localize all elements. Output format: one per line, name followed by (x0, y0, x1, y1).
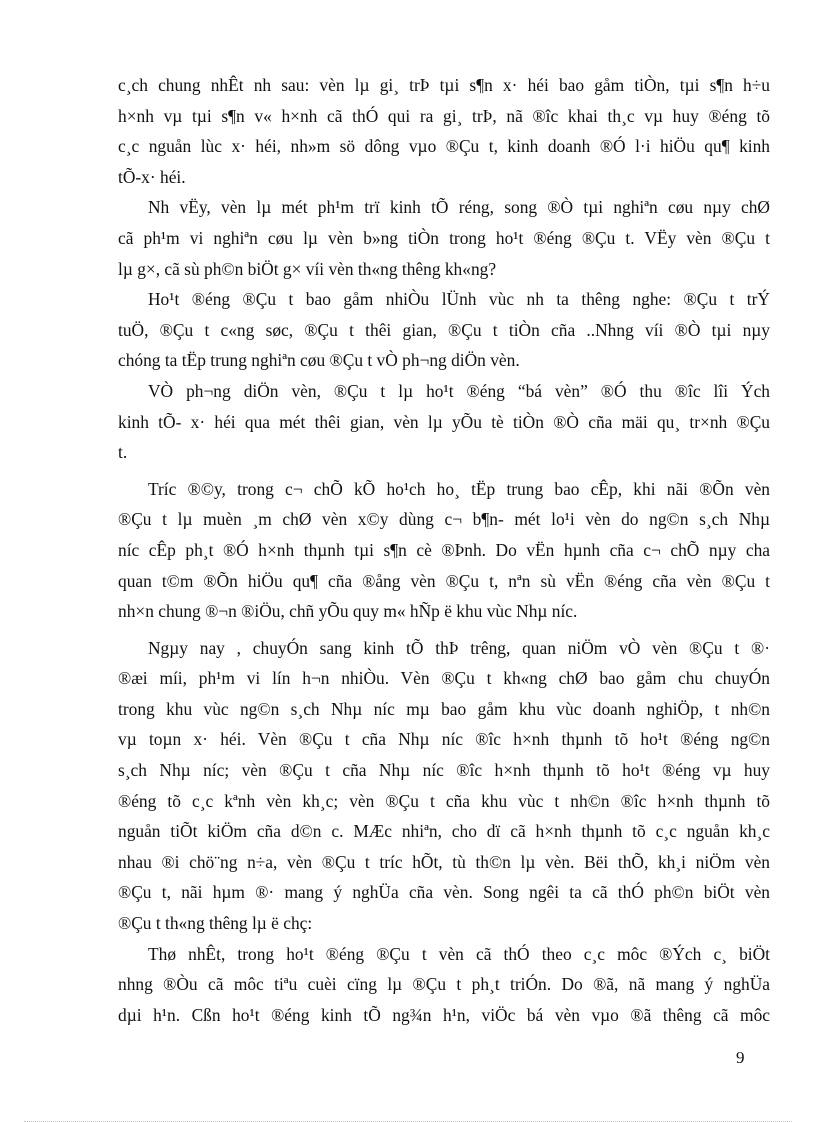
text-line: tuÖ, ®Çu t c«ng søc, ®Çu t thêi gian, ®Çu t tiÒn cña ..Nhng víi ®Ò tµi nµy (118, 319, 770, 340)
text-line: ®éng tõ c¸c kªnh vèn kh¸c; vèn ®Çu t cña khu vùc t nh©n ®îc h×nh thµnh tõ (118, 790, 770, 811)
text-line: Ho¹t ®éng ®Çu t bao gåm nhiÒu lÜnh vùc nh ta thêng nghe: ®Çu t trÝ (148, 289, 770, 310)
text-line: Thø nhÊt, trong ho¹t ®éng ®Çu t vèn cã thÓ theo c¸c môc ®Ých c¸ biÖt (148, 943, 770, 964)
page-bottom-edge (24, 1121, 792, 1122)
body-text (118, 70, 770, 1030)
paragraph-5 (118, 474, 770, 627)
text-line: tÕ-x· héi. (118, 166, 186, 187)
paragraph-6 (118, 633, 770, 939)
paragraph-7 (118, 939, 770, 1031)
text-line: ®Çu t lµ muèn ¸m chØ vèn x©y dùng c¬ b¶n- mét lo¹i vèn do ng©n s¸ch Nhµ (118, 509, 770, 530)
text-line: níc cÊp ph¸t ®Ó h×nh thµnh tµi s¶n cè ®Þnh. Do vËn hµnh cña c¬ chÕ nµy cha (118, 539, 770, 560)
paragraph-3 (118, 284, 770, 376)
text-line: quan t©m ®Õn hiÖu qu¶ cña ®ång vèn ®Çu t, nªn sù vËn ®éng cña vèn ®Çu t (118, 570, 770, 591)
text-line: c¸c nguån lùc x· héi, nh»m sö dông vµo ®Çu t, kinh doanh ®Ó l·i hiÖu qu¶ kinh (118, 136, 770, 157)
text-line: Tríc ®©y, trong c¬ chÕ kÕ ho¹ch ho¸ tËp trung bao cÊp, khi nãi ®Õn vèn (148, 478, 770, 499)
text-line: VÒ ph¬ng diÖn vèn, ®Çu t lµ ho¹t ®éng “bá vèn” ®Ó thu ®îc lîi Ých (148, 380, 770, 401)
text-line: nguån tiÕt kiÖm cña d©n c. MÆc nhiªn, cho dï cã h×nh thµnh tõ c¸c nguån kh¸c (118, 821, 770, 842)
text-line: vµ toµn x· héi. Vèn ®Çu t cña Nhµ níc ®îc h×nh thµnh tõ ho¹t ®éng ng©n (118, 729, 770, 750)
text-line: c¸ch chung nhÊt nh sau: vèn lµ gi¸ trÞ tµi s¶n x· héi bao gåm tiÒn, tµi s¶n h÷u (118, 75, 770, 95)
text-line: nh×n chung ®¬n ®iÖu, chñ yÕu quy m« hÑp ë khu vùc Nhµ níc. (118, 601, 578, 622)
text-line: kinh tÕ- x· héi qua mét thêi gian, vèn lµ yÕu tè tiÒn ®Ò cña mäi qu¸ tr×nh ®Çu (118, 411, 770, 432)
text-line: lµ g×, cã sù ph©n biÖt g× víi vèn th«ng thêng kh«ng? (118, 258, 497, 279)
text-line: nhau ®i chö¨ng n÷a, vèn ®Çu t tríc hÕt, tù th©n lµ vèn. Bëi thÕ, kh¸i niÖm vèn (118, 851, 770, 872)
paragraph-1 (118, 70, 770, 192)
paragraph-4 (118, 376, 770, 468)
text-line: dµi h¹n. Cßn ho¹t ®éng kinh tÕ ng¾n h¹n, viÖc bá vèn vµo ®ã thêng cã môc (118, 1004, 770, 1025)
text-line: h×nh vµ tµi s¶n v« h×nh cã thÓ qui ra gi¸ trÞ, nã ®îc khai th¸c vµ huy ®éng tõ (118, 105, 770, 126)
paragraph-2 (118, 192, 770, 284)
text-line: ®æi míi, ph¹m vi lín h¬n nhiÒu. Vèn ®Çu t kh«ng chØ bao gåm chu chuyÓn (118, 668, 770, 689)
text-line: trong khu vùc ng©n s¸ch Nhµ níc mµ bao gåm khu vùc doanh nghiÖp, t nh©n (118, 698, 770, 719)
text-line: chóng ta tËp trung nghiªn cøu ®Çu t vÒ ph¬ng diÖn vèn. (118, 350, 520, 371)
text-line: Ngµy nay , chuyÓn sang kinh tÕ thÞ trêng, quan niÖm vÒ vèn ®Çu t ®· (148, 637, 770, 658)
text-line: ®Çu t, nãi hµm ®· mang ý nghÜa cña vèn. Song ngêi ta cã thÓ ph©n biÖt vèn (118, 882, 770, 903)
text-line: s¸ch Nhµ níc; vèn ®Çu t cña Nhµ níc ®îc h×nh thµnh tõ ho¹t ®éng vµ huy (118, 760, 770, 781)
text-line: t. (118, 442, 128, 463)
text-line: cã ph¹m vi nghiªn cøu lµ vèn b»ng tiÒn trong ho¹t ®éng ®Çu t. VËy vèn ®Çu t (118, 227, 770, 248)
text-line: Nh vËy, vèn lµ mét ph¹m trï kinh tÕ réng, song ®Ò tµi nghiªn cøu nµy chØ (148, 197, 770, 218)
page-number: 9 (736, 1048, 745, 1067)
text-line: ®Çu t th«ng thêng lµ ë chç: (118, 913, 313, 934)
text-line: nhng ®Òu cã môc tiªu cuèi cïng lµ ®Çu t ph¸t triÓn. Do ®ã, nã mang ý nghÜa (118, 974, 770, 995)
